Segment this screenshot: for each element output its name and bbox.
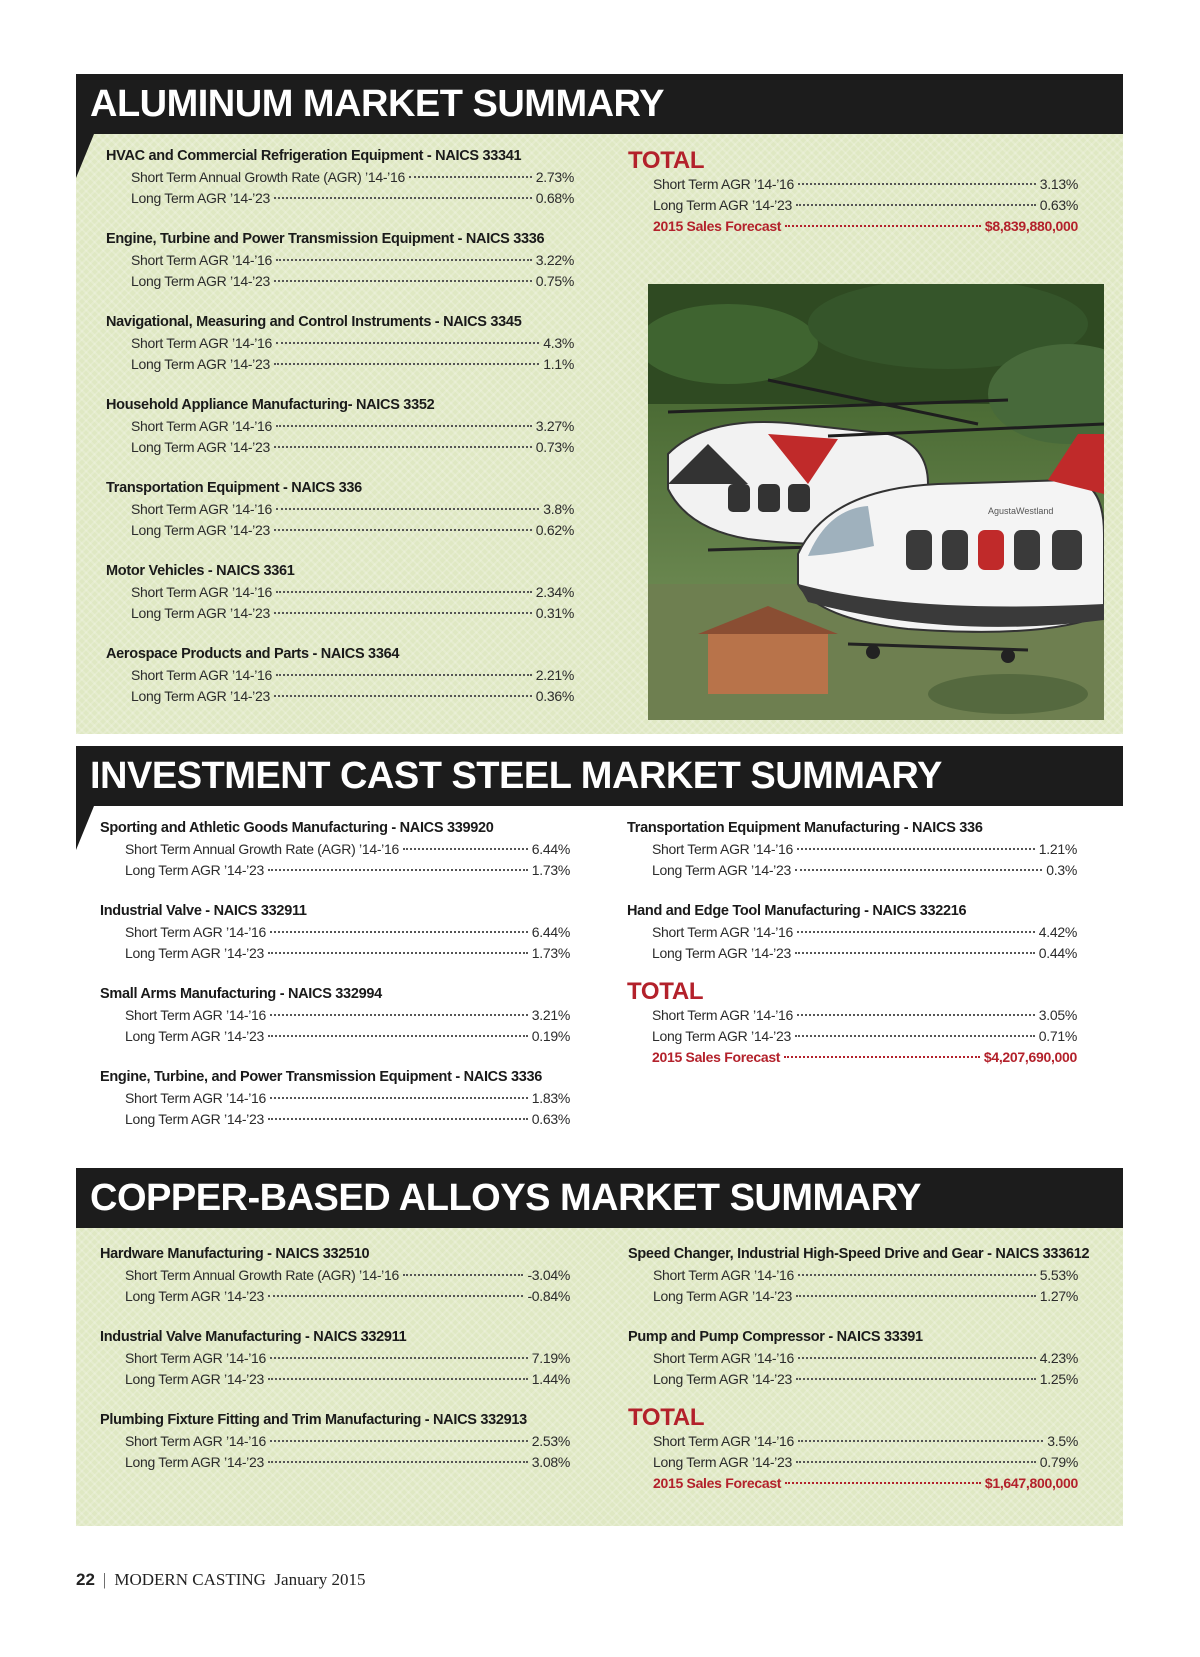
copper-title: COPPER-BASED ALLOYS MARKET SUMMARY	[90, 1176, 921, 1219]
dot-leader	[796, 1295, 1036, 1297]
growth-rate-row	[100, 922, 570, 943]
dot-leader	[798, 1357, 1036, 1359]
row-value: 0.31%	[535, 605, 574, 621]
row-label: Long Term AGR ’14-’23	[125, 1371, 264, 1387]
row-value: 4.42%	[1038, 924, 1077, 940]
row-label: Long Term AGR ’14-’23	[131, 522, 270, 538]
copper-left-column	[100, 1244, 570, 1493]
dot-leader	[270, 1440, 528, 1442]
aluminum-title: ALUMINUM MARKET SUMMARY	[90, 82, 664, 125]
growth-rate-row	[100, 1286, 570, 1307]
issue-date: January 2015	[274, 1570, 366, 1589]
aluminum-total-short	[628, 174, 1078, 195]
copper-total-long	[628, 1452, 1078, 1473]
row-label: Short Term AGR ’14-’16	[653, 176, 794, 192]
row-label: Long Term AGR ’14-’23	[125, 862, 264, 878]
category-block	[100, 1067, 570, 1130]
category-block	[628, 1244, 1090, 1307]
row-label: Short Term AGR ’14-’16	[131, 501, 272, 517]
row-label: Long Term AGR ’14-’23	[125, 1288, 264, 1304]
category-block	[627, 818, 1077, 881]
dot-leader	[268, 1378, 528, 1380]
growth-rate-row	[106, 582, 574, 603]
dot-leader	[276, 259, 532, 261]
dot-leader	[270, 1357, 528, 1359]
investment-header	[76, 746, 1123, 806]
row-value: -0.84%	[527, 1288, 570, 1304]
growth-rate-row	[100, 1026, 570, 1047]
dot-leader	[276, 508, 539, 510]
page-footer	[76, 1570, 366, 1590]
row-label: Short Term AGR ’14-’16	[653, 1267, 794, 1283]
row-label: Long Term AGR ’14-’23	[652, 862, 791, 878]
dot-leader	[409, 176, 532, 178]
category-title: Transportation Equipment - NAICS 336	[106, 480, 362, 496]
dot-leader	[403, 848, 528, 850]
row-value: 0.62%	[535, 522, 574, 538]
row-value: 4.3%	[543, 335, 574, 351]
row-label: 2015 Sales Forecast	[653, 218, 782, 234]
dot-leader	[270, 1014, 528, 1016]
row-value: 6.44%	[531, 841, 570, 857]
category-block	[100, 818, 570, 881]
investment-total-title: TOTAL	[627, 978, 704, 1005]
row-label: Short Term AGR ’14-’16	[125, 1433, 266, 1449]
growth-rate-row	[100, 1348, 570, 1369]
investment-sales-forecast	[627, 1047, 1077, 1068]
row-label: Short Term AGR ’14-’16	[652, 924, 793, 940]
dot-leader	[274, 446, 532, 448]
row-label: Long Term AGR ’14-’23	[131, 356, 270, 372]
row-value: $1,647,800,000	[984, 1475, 1078, 1491]
row-value: 3.22%	[535, 252, 574, 268]
dot-leader	[276, 674, 532, 676]
row-value: 0.36%	[535, 688, 574, 704]
row-label: Long Term AGR ’14-’23	[653, 1371, 792, 1387]
growth-rate-row	[106, 437, 574, 458]
dot-leader	[274, 695, 532, 697]
growth-rate-row	[106, 271, 574, 292]
row-value: 1.83%	[531, 1090, 570, 1106]
row-label: Short Term Annual Growth Rate (AGR) ’14-’16	[125, 1267, 399, 1283]
category-block	[100, 1327, 570, 1390]
row-label: Short Term AGR ’14-’16	[125, 924, 266, 940]
row-value: 0.63%	[531, 1111, 570, 1127]
dot-leader	[785, 1482, 981, 1484]
dot-leader	[785, 225, 981, 227]
row-value: $4,207,690,000	[983, 1049, 1077, 1065]
growth-rate-row	[100, 839, 570, 860]
category-title: Plumbing Fixture Fitting and Trim Manufacturing - NAICS 332913	[100, 1412, 527, 1428]
category-title: Motor Vehicles - NAICS 3361	[106, 563, 295, 579]
copper-total-title: TOTAL	[628, 1404, 705, 1431]
growth-rate-row	[627, 860, 1077, 881]
growth-rate-row	[100, 1431, 570, 1452]
aluminum-notch	[76, 134, 94, 178]
growth-rate-row	[100, 943, 570, 964]
row-label: Long Term AGR ’14-’23	[125, 1454, 264, 1470]
row-value: 0.71%	[1038, 1028, 1077, 1044]
row-label: Short Term AGR ’14-’16	[131, 667, 272, 683]
growth-rate-row	[106, 250, 574, 271]
row-label: Long Term AGR ’14-’23	[131, 439, 270, 455]
dot-leader	[798, 1274, 1036, 1276]
row-value: 3.08%	[531, 1454, 570, 1470]
investment-title: INVESTMENT CAST STEEL MARKET SUMMARY	[90, 754, 942, 797]
row-value: 0.3%	[1046, 862, 1077, 878]
dot-leader	[268, 1118, 528, 1120]
publication-name: MODERN CASTING	[114, 1570, 266, 1589]
growth-rate-row	[106, 603, 574, 624]
row-value: 2.21%	[535, 667, 574, 683]
investment-section	[76, 746, 1123, 1127]
footer-separator: |	[102, 1570, 107, 1589]
row-label: Long Term AGR ’14-’23	[131, 605, 270, 621]
row-value: 7.19%	[531, 1350, 570, 1366]
category-title: Engine, Turbine and Power Transmission Equipment - NAICS 3336	[106, 231, 545, 247]
category-title: Aerospace Products and Parts - NAICS 3364	[106, 646, 400, 662]
row-value: 1.1%	[543, 356, 574, 372]
row-value: 3.8%	[543, 501, 574, 517]
row-label: Short Term AGR ’14-’16	[652, 1007, 793, 1023]
dot-leader	[795, 869, 1042, 871]
row-label: Long Term AGR ’14-’23	[131, 190, 270, 206]
row-value: 0.68%	[535, 190, 574, 206]
category-title: Hand and Edge Tool Manufacturing - NAICS 332216	[627, 903, 967, 919]
growth-rate-row	[627, 922, 1077, 943]
category-title: Industrial Valve - NAICS 332911	[100, 903, 307, 919]
category-title: Transportation Equipment Manufacturing - NAICS 336	[627, 820, 983, 836]
growth-rate-row	[100, 860, 570, 881]
category-block	[628, 1327, 1078, 1390]
dot-leader	[784, 1056, 980, 1058]
row-label: Long Term AGR ’14-’23	[131, 688, 270, 704]
row-value: 1.44%	[531, 1371, 570, 1387]
dot-leader	[796, 1461, 1036, 1463]
category-block	[100, 1410, 570, 1473]
row-label: 2015 Sales Forecast	[652, 1049, 781, 1065]
category-block	[100, 901, 570, 964]
dot-leader	[276, 425, 532, 427]
row-value: 5.53%	[1039, 1267, 1078, 1283]
category-block	[106, 561, 574, 624]
photo-logo-text: AgustaWestland	[988, 506, 1054, 516]
dot-leader	[798, 183, 1036, 185]
category-title: Engine, Turbine, and Power Transmission Equipment - NAICS 3336	[100, 1069, 542, 1085]
row-value: 1.73%	[531, 945, 570, 961]
row-value: 0.63%	[1039, 197, 1078, 213]
growth-rate-row	[628, 1348, 1078, 1369]
growth-rate-row	[100, 1452, 570, 1473]
dot-leader	[268, 1461, 528, 1463]
dot-leader	[795, 952, 1035, 954]
dot-leader	[268, 1035, 528, 1037]
aluminum-section	[76, 74, 1123, 734]
growth-rate-row	[106, 686, 574, 707]
investment-total-long	[627, 1026, 1077, 1047]
row-label: Long Term AGR ’14-’23	[653, 1288, 792, 1304]
growth-rate-row	[627, 839, 1077, 860]
category-block	[106, 229, 574, 292]
row-value: 6.44%	[531, 924, 570, 940]
dot-leader	[796, 204, 1036, 206]
dot-leader	[797, 1014, 1035, 1016]
category-title: Industrial Valve Manufacturing - NAICS 332911	[100, 1329, 407, 1345]
row-value: 3.5%	[1047, 1433, 1078, 1449]
row-value: $8,839,880,000	[984, 218, 1078, 234]
row-value: 0.73%	[535, 439, 574, 455]
category-title: Small Arms Manufacturing - NAICS 332994	[100, 986, 382, 1002]
category-title: Pump and Pump Compressor - NAICS 33391	[628, 1329, 923, 1345]
helicopter-illustration	[648, 284, 1104, 720]
growth-rate-row	[106, 188, 574, 209]
row-value: 2.34%	[535, 584, 574, 600]
row-label: Short Term AGR ’14-’16	[125, 1007, 266, 1023]
category-title: Sporting and Athletic Goods Manufacturing - NAICS 339920	[100, 820, 494, 836]
dot-leader	[268, 1295, 523, 1297]
investment-left-column	[100, 818, 570, 1150]
dot-leader	[274, 612, 532, 614]
growth-rate-row	[106, 416, 574, 437]
row-value: 2.73%	[535, 169, 574, 185]
dot-leader	[276, 342, 539, 344]
row-label: Short Term Annual Growth Rate (AGR) ’14-’16	[131, 169, 405, 185]
row-label: Short Term Annual Growth Rate (AGR) ’14-’16	[125, 841, 399, 857]
investment-notch	[76, 806, 94, 850]
category-block	[100, 984, 570, 1047]
growth-rate-row	[628, 1286, 1078, 1307]
row-value: 3.27%	[535, 418, 574, 434]
growth-rate-row	[106, 499, 574, 520]
investment-total-short	[627, 1005, 1077, 1026]
category-title: Navigational, Measuring and Control Instruments - NAICS 3345	[106, 314, 522, 330]
row-label: Short Term AGR ’14-’16	[653, 1350, 794, 1366]
growth-rate-row	[106, 665, 574, 686]
row-value: 0.19%	[531, 1028, 570, 1044]
row-value: 2.53%	[531, 1433, 570, 1449]
category-block	[106, 395, 574, 458]
row-label: Short Term AGR ’14-’16	[131, 252, 272, 268]
growth-rate-row	[628, 1369, 1078, 1390]
growth-rate-row	[100, 1109, 570, 1130]
row-label: Long Term AGR ’14-’23	[653, 197, 792, 213]
copper-total-short	[628, 1431, 1078, 1452]
growth-rate-row	[106, 354, 574, 375]
copper-right-column	[628, 1244, 1090, 1494]
dot-leader	[798, 1440, 1043, 1442]
row-label: 2015 Sales Forecast	[653, 1475, 782, 1491]
growth-rate-row	[628, 1265, 1078, 1286]
row-label: Long Term AGR ’14-’23	[652, 1028, 791, 1044]
growth-rate-row	[100, 1005, 570, 1026]
dot-leader	[276, 591, 532, 593]
copper-section	[76, 1168, 1123, 1528]
category-title: Household Appliance Manufacturing- NAICS 3352	[106, 397, 435, 413]
dot-leader	[268, 869, 528, 871]
category-block	[106, 478, 574, 541]
row-value: 0.75%	[535, 273, 574, 289]
aluminum-header	[76, 74, 1123, 134]
row-label: Short Term AGR ’14-’16	[131, 418, 272, 434]
row-label: Long Term AGR ’14-’23	[125, 945, 264, 961]
row-label: Short Term AGR ’14-’16	[131, 335, 272, 351]
growth-rate-row	[627, 943, 1077, 964]
growth-rate-row	[100, 1369, 570, 1390]
dot-leader	[796, 1378, 1036, 1380]
category-title: Speed Changer, Industrial High-Speed Drive and Gear - NAICS 333612	[628, 1246, 1090, 1262]
category-title: Hardware Manufacturing - NAICS 332510	[100, 1246, 370, 1262]
row-value: 0.79%	[1039, 1454, 1078, 1470]
copper-header	[76, 1168, 1123, 1228]
growth-rate-row	[100, 1265, 570, 1286]
dot-leader	[274, 197, 532, 199]
row-value: 1.25%	[1039, 1371, 1078, 1387]
row-value: 1.73%	[531, 862, 570, 878]
dot-leader	[274, 363, 539, 365]
aluminum-sales-forecast	[628, 216, 1078, 237]
row-value: 4.23%	[1039, 1350, 1078, 1366]
aluminum-total	[628, 148, 1078, 237]
category-block	[106, 146, 574, 209]
page-number: 22	[76, 1570, 95, 1589]
row-value: 3.05%	[1038, 1007, 1077, 1023]
row-label: Short Term AGR ’14-’16	[125, 1090, 266, 1106]
growth-rate-row	[100, 1088, 570, 1109]
row-label: Short Term AGR ’14-’16	[653, 1433, 794, 1449]
row-value: 3.21%	[531, 1007, 570, 1023]
category-block	[106, 644, 574, 707]
aluminum-left-column	[106, 146, 574, 727]
dot-leader	[270, 1097, 528, 1099]
row-value: 3.13%	[1039, 176, 1078, 192]
row-label: Short Term AGR ’14-’16	[131, 584, 272, 600]
investment-right-column	[627, 818, 1077, 1068]
dot-leader	[274, 280, 532, 282]
row-label: Long Term AGR ’14-’23	[652, 945, 791, 961]
dot-leader	[797, 848, 1035, 850]
category-block	[627, 901, 1077, 964]
growth-rate-row	[106, 167, 574, 188]
row-label: Long Term AGR ’14-’23	[125, 1028, 264, 1044]
aluminum-total-long	[628, 195, 1078, 216]
row-value: -3.04%	[527, 1267, 570, 1283]
dot-leader	[268, 952, 528, 954]
row-value: 1.21%	[1038, 841, 1077, 857]
row-value: 1.27%	[1039, 1288, 1078, 1304]
row-label: Long Term AGR ’14-’23	[131, 273, 270, 289]
row-value: 0.44%	[1038, 945, 1077, 961]
row-label: Long Term AGR ’14-’23	[125, 1111, 264, 1127]
growth-rate-row	[106, 520, 574, 541]
row-label: Short Term AGR ’14-’16	[125, 1350, 266, 1366]
helicopter-photo	[648, 284, 1104, 720]
dot-leader	[270, 931, 528, 933]
investment-total	[627, 979, 1077, 1068]
category-block	[100, 1244, 570, 1307]
dot-leader	[795, 1035, 1035, 1037]
copper-sales-forecast	[628, 1473, 1078, 1494]
dot-leader	[274, 529, 532, 531]
aluminum-total-title: TOTAL	[628, 147, 705, 174]
copper-total	[628, 1405, 1078, 1494]
category-title: HVAC and Commercial Refrigeration Equipment - NAICS 33341	[106, 148, 522, 164]
row-label: Long Term AGR ’14-’23	[653, 1454, 792, 1470]
row-label: Short Term AGR ’14-’16	[652, 841, 793, 857]
growth-rate-row	[106, 333, 574, 354]
dot-leader	[403, 1274, 523, 1276]
category-block	[106, 312, 574, 375]
dot-leader	[797, 931, 1035, 933]
